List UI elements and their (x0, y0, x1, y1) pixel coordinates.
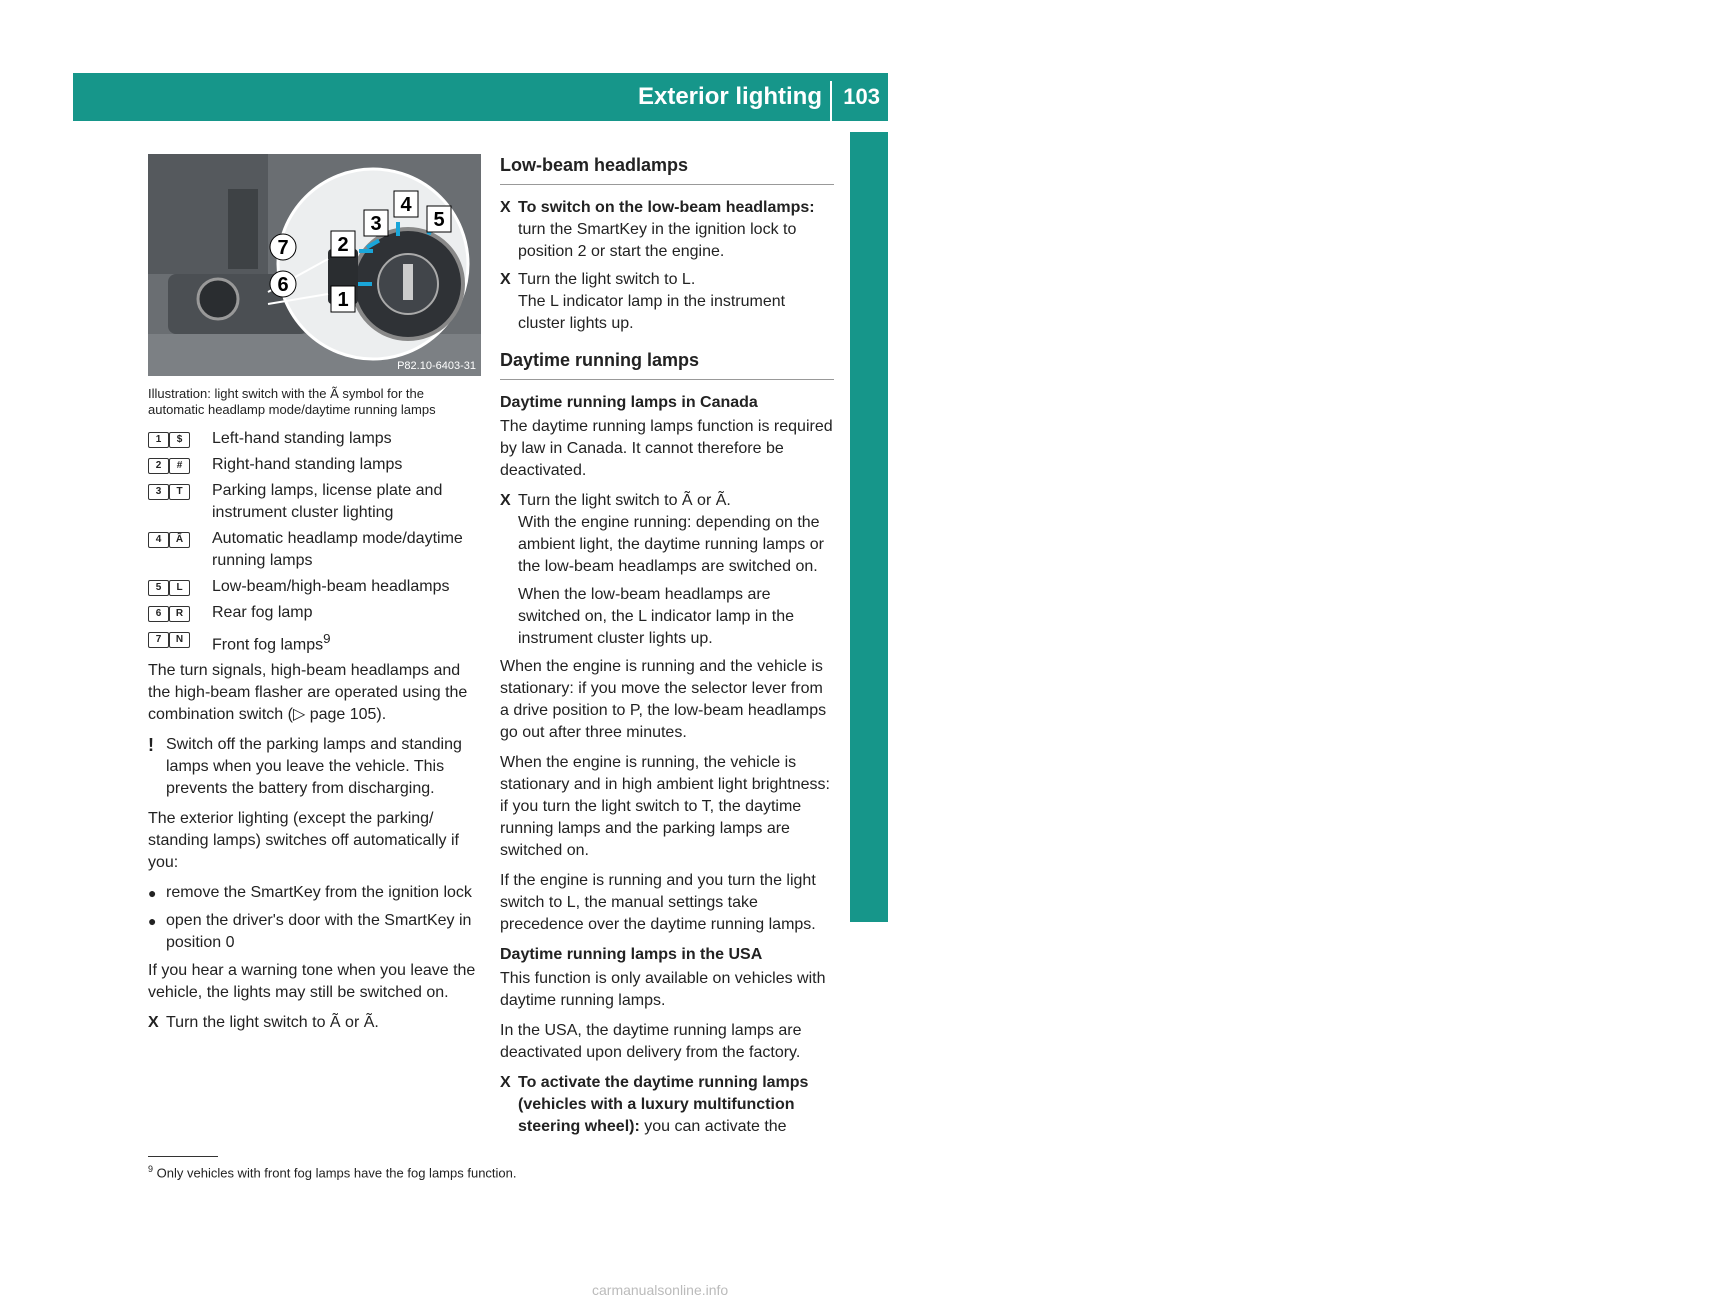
paragraph: When the engine is running, the vehicle is stationary and in high ambient light brightness: if you turn the light switch to T, the daytime running lamps and the parking lamps are switched on. (500, 754, 830, 859)
callout-2: 2 (337, 234, 349, 256)
legend-item (148, 428, 481, 450)
legend-item (148, 454, 481, 476)
legend-list (148, 428, 481, 656)
light-switch-illustration (148, 154, 481, 376)
callout-6: 6 (277, 274, 289, 296)
figure-caption: Illustration: light switch with the Ã symbol for the automatic headlamp mode/daytime running lamps (148, 386, 436, 417)
callout-number-icon: 5 (148, 580, 169, 596)
section-title: Exterior lighting (637, 83, 822, 110)
right-column (500, 154, 834, 1144)
step-arrow-icon: X (500, 492, 511, 509)
page-header (73, 73, 888, 121)
step-item (500, 269, 834, 335)
footnote-ref: 9 (323, 631, 331, 646)
footnote-divider (148, 1156, 218, 1157)
legend-text: Automatic headlamp mode/daytime running lamps (212, 530, 463, 569)
heading-low-beam: Low-beam headlamps (500, 154, 834, 185)
step-text: Turn the light switch to Ã or Ã. (166, 1014, 379, 1032)
paragraph: In the USA, the daytime running lamps are deactivated upon delivery from the factory. (500, 1022, 802, 1061)
left-column (148, 154, 481, 1040)
auto-headlamp-icon: Ã (169, 532, 190, 548)
subheading-usa: Daytime running lamps in the USA (500, 946, 763, 963)
paragraph: The daytime running lamps function is required by law in Canada. It cannot therefore be deactivated. (500, 418, 833, 479)
warning-note (148, 734, 481, 800)
chapter-tab (850, 132, 1732, 922)
step-item (500, 490, 834, 650)
step-item (500, 1072, 834, 1138)
legend-item (148, 628, 481, 656)
footnote (148, 1164, 517, 1180)
legend-item (148, 480, 481, 524)
legend-text: Parking lamps, license plate and instrument cluster lighting (212, 482, 443, 521)
callout-7: 7 (277, 237, 289, 259)
step-result: With the engine running: depending on the ambient light, the daytime running lamps or the low-beam headlamps are switched on. (518, 514, 824, 575)
step-text: Turn the light switch to L. (518, 271, 696, 288)
paragraph: If the engine is running and you turn the light switch to L, the manual settings take precedence over the daytime running lamps. (500, 872, 816, 933)
callout-number-icon: 3 (148, 484, 169, 500)
callout-3: 3 (370, 213, 382, 235)
legend-text: Left-hand standing lamps (212, 430, 392, 447)
callout-number-icon: 2 (148, 458, 169, 474)
step-text: turn the SmartKey in the ignition lock to position 2 or start the engine. (518, 221, 797, 260)
step-text: you can activate the (644, 1118, 787, 1135)
legend-item (148, 576, 481, 598)
step-arrow-icon: X (500, 271, 511, 288)
light-switch-figure (148, 154, 481, 376)
callout-5: 5 (433, 209, 445, 231)
callout-number-icon: 4 (148, 532, 169, 548)
legend-text: Rear fog lamp (212, 604, 313, 621)
subheading-canada: Daytime running lamps in Canada (500, 394, 758, 411)
paragraph: The turn signals, high-beam headlamps and the high-beam flasher are operated using the combination switch (▷ page 105). (148, 662, 468, 724)
figure-code: P82.10-6403-31 (397, 360, 476, 372)
bullet-icon: ● (148, 885, 157, 902)
chapter-tab-label: Lights and windshield wipers (1705, 431, 1732, 753)
step-lead: To switch on the low-beam headlamps: (518, 199, 815, 216)
rear-fog-lamp-icon: R (169, 606, 190, 622)
paragraph: When the engine is running and the vehicle is stationary: if you move the selector lever from a drive position to P, the low-beam headlamps go out after three minutes. (500, 658, 827, 741)
left-standing-lamps-icon: $ (169, 432, 190, 448)
paragraph: If you hear a warning tone when you leave the vehicle, the lights may still be switched on. (148, 962, 476, 1002)
front-fog-lamps-icon: N (169, 632, 190, 648)
warning-text: Switch off the parking lamps and standing lamps when you leave the vehicle. This prevents the battery from discharging. (166, 736, 462, 798)
legend-text: Front fog lamps (212, 636, 324, 654)
header-divider (830, 81, 832, 121)
legend-item (148, 528, 481, 572)
step-result: When the low-beam headlamps are switched on, the L indicator lamp in the instrument cluster lights up. (518, 586, 795, 647)
footnote-number: 9 (148, 1164, 154, 1174)
paragraph: The exterior lighting (except the parking/ standing lamps) switches off automatically if you: (148, 810, 459, 872)
legend-item (148, 602, 481, 624)
step-arrow-icon: X (500, 199, 511, 216)
bullet-item (148, 910, 481, 954)
step-item (500, 197, 834, 263)
callout-number-icon: 7 (148, 632, 169, 648)
step-arrow-icon: X (148, 1014, 159, 1032)
watermark: carmanualsonline.info (592, 1282, 729, 1298)
callout-number-icon: 6 (148, 606, 169, 622)
step-arrow-icon: X (500, 1074, 511, 1091)
paragraph: This function is only available on vehicles with daytime running lamps. (500, 970, 826, 1009)
callout-1: 1 (337, 289, 349, 311)
warning-icon: ! (148, 735, 154, 756)
legend-text: Right-hand standing lamps (212, 456, 403, 473)
callout-4: 4 (400, 194, 412, 216)
step-lead: To activate the daytime running lamps (vehicles with a luxury multifunction steering wheel): (518, 1074, 809, 1135)
bullet-text: open the driver's door with the SmartKey in position 0 (166, 912, 472, 952)
parking-lamps-icon: T (169, 484, 190, 500)
step-result: The L indicator lamp in the instrument cluster lights up. (518, 293, 786, 332)
step-item (148, 1012, 481, 1034)
bullet-icon: ● (148, 913, 157, 930)
page-number: 103 (843, 84, 880, 109)
bullet-text: remove the SmartKey from the ignition lock (166, 884, 472, 902)
right-standing-lamps-icon: # (169, 458, 190, 474)
step-text: Turn the light switch to Ã or Ã. (518, 492, 731, 509)
footnote-text: Only vehicles with front fog lamps have the fog lamps function. (156, 1165, 517, 1181)
legend-text: Low-beam/high-beam headlamps (212, 578, 450, 595)
heading-daytime-running-lamps: Daytime running lamps (500, 349, 834, 380)
bullet-item (148, 882, 481, 904)
low-beam-icon: L (169, 580, 190, 596)
callout-number-icon: 1 (148, 432, 169, 448)
